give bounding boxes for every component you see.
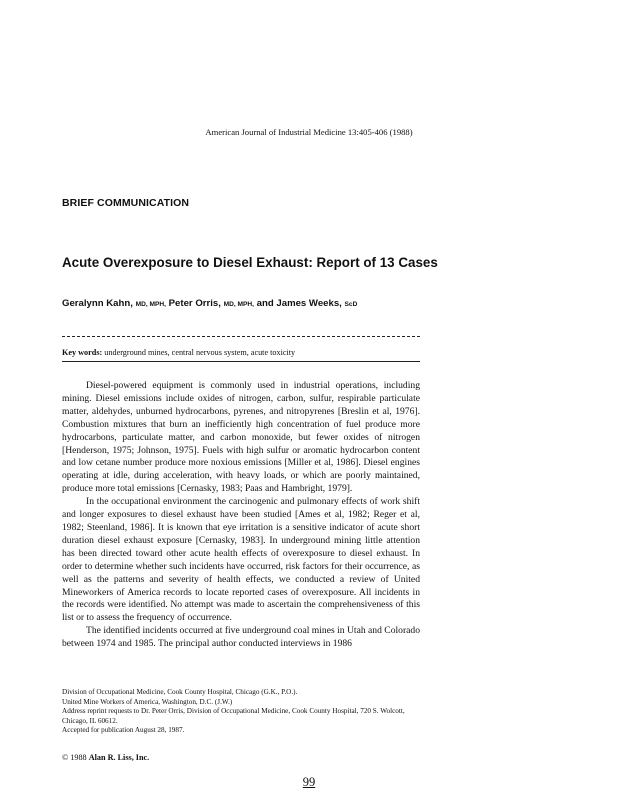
journal-header: American Journal of Industrial Medicine 13:405-406 (1988) xyxy=(205,127,413,137)
section-heading: BRIEF COMMUNICATION xyxy=(62,197,190,209)
divider-dashed xyxy=(62,336,420,337)
affiliation-footnotes xyxy=(62,688,422,736)
body-paragraph: Diesel-powered equipment is commonly used in industrial operations, including mining. Diesel emissions include oxides of nitrogen, carbon, sulfur, respirable particulate matter, aldehydes, unburned hydrocarbons, pyrenes, and nitropyrenes [Breslin et al, 1976]. Combustion mixtures that burn an inefficiently high concentration of fuel produce more hydrocarbons, particulate matter, and carbon monoxide, but fewer oxides of nitrogen [Henderson, 1975; Johnson, 1975]. Fuels with high sulfur or aromatic hydrocarbon content and low cetane number produce more noxious emissions [Miller et al, 1986]. Diesel engines operating at idle, during acceleration, with heavy loads, or which are poorly maintained, produce more total emissions [Cernasky, 1983; Paas and Hambright, 1979]. xyxy=(62,380,420,495)
footnote: United Mine Workers of America, Washington, D.C. (J.W.) xyxy=(62,697,233,706)
article-body xyxy=(62,380,420,651)
divider-solid xyxy=(62,361,420,362)
footnote: Accepted for publication August 28, 1987. xyxy=(62,726,185,735)
footnote: Address reprint requests to Dr. Peter Orris, Division of Occupational Medicine, Cook County Hospital, 720 S. Wolcott, Chicago, IL 60612. xyxy=(62,707,405,725)
author-name: Peter Orris, xyxy=(168,298,221,309)
author-name: Geralynn Kahn, xyxy=(62,298,133,309)
publisher-name: Alan R. Liss, Inc. xyxy=(88,753,150,762)
author-degrees: ScD xyxy=(344,301,358,308)
keywords-text: underground mines, central nervous system, acute toxicity xyxy=(104,348,296,357)
author-line xyxy=(62,298,357,309)
body-paragraph: In the occupational environment the carcinogenic and pulmonary effects of work shift and longer exposures to diesel exhaust have been studied [Ames et al, 1982; Reger et al, 1982; Steenland, 1986]. It is known that eye irritation is a sensitive indicator of acute short duration diesel exhaust exposure [Cernasky, 1983]. In underground mining little attention has been directed toward other acute health effects of overexposure to diesel exhaust. In order to determine whether such incidents have occurred, risk factors for their occurrence, as well as the patterns and severity of health effects, we conducted a review of United Mineworkers of America records to locate reported cases of overexposure. All incidents in the records were identified. No attempt was made to ascertain the comprehensiveness of this list or to assess the frequency of occurrence. xyxy=(62,496,420,624)
body-paragraph: The identified incidents occurred at five underground coal mines in Utah and Colorado between 1974 and 1985. The principal author conducted interviews in 1986 xyxy=(62,625,420,650)
copyright-line xyxy=(62,753,149,762)
article-title: Acute Overexposure to Diesel Exhaust: Report of 13 Cases xyxy=(62,255,438,270)
author-name: and James Weeks, xyxy=(256,298,342,309)
author-degrees: MD, MPH, xyxy=(223,301,254,308)
author-degrees: MD, MPH, xyxy=(135,301,166,308)
footnote: Division of Occupational Medicine, Cook County Hospital, Chicago (G.K., P.O.). xyxy=(62,688,298,696)
copyright-text: © 1988 xyxy=(62,753,87,762)
page-number: 99 xyxy=(302,775,316,789)
keywords-line xyxy=(62,348,295,357)
keywords-label: Key words: xyxy=(62,348,103,357)
